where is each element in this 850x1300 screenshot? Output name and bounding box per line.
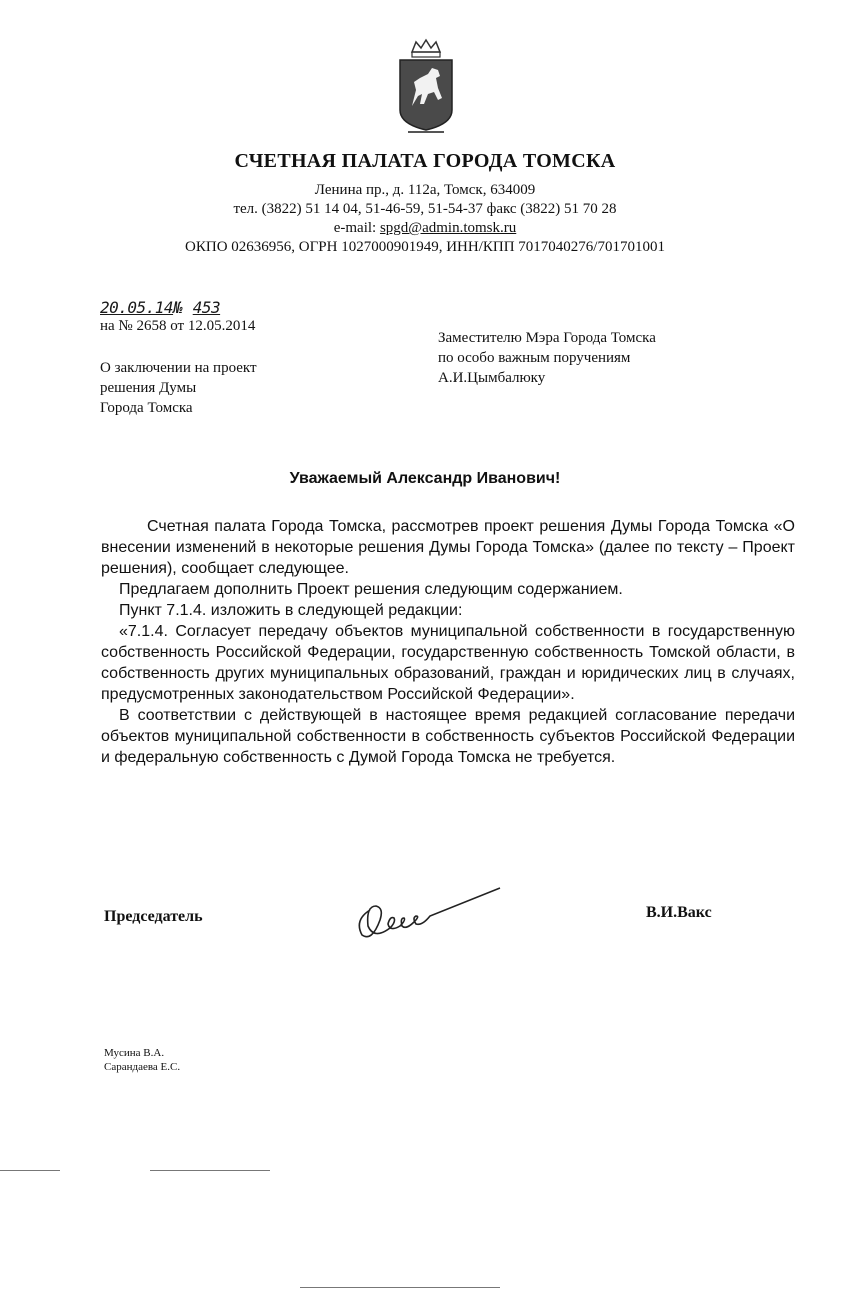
registry-line: ОКПО 02636956, ОГРН 1027000901949, ИНН/КПП 7017040276/701701001 xyxy=(185,239,665,255)
organization-name: СЧЕТНАЯ ПАЛАТА ГОРОДА ТОМСКА xyxy=(234,150,616,172)
addressee-line: по особо важным поручениям xyxy=(438,350,631,366)
email-label: e-mail: xyxy=(333,220,380,236)
subject-line: решения Думы xyxy=(100,380,197,396)
scan-divider xyxy=(300,1287,500,1288)
outgoing-date: 20.05.14 xyxy=(100,298,174,317)
reference-number: на № 2658 от 12.05.2014 xyxy=(100,318,256,334)
email-link[interactable]: spgd@admin.tomsk.ru xyxy=(379,220,517,236)
executors-block xyxy=(104,1046,180,1074)
outgoing-number xyxy=(100,298,220,317)
body-paragraph: В соответствии с действующей в настоящее время редакцией согласование передачи объектов муниципальной собственности в собственность субъектов Российской Федерации и федеральную собственность с Думой Города Томска не требуется. xyxy=(101,707,795,766)
email-line xyxy=(0,220,850,237)
scan-divider xyxy=(0,1170,60,1171)
handwritten-signature xyxy=(350,880,510,950)
subject-block xyxy=(100,358,320,418)
subject-line: О заключении на проект xyxy=(100,360,257,376)
letter-body xyxy=(101,516,795,768)
addressee-line: А.И.Цымбалюку xyxy=(438,370,546,386)
scan-divider xyxy=(150,1170,270,1171)
outgoing-number-value: 453 xyxy=(192,298,221,317)
addressee-block xyxy=(438,328,738,388)
executor-line: Сарандаева Е.С. xyxy=(104,1061,181,1073)
body-paragraph: Счетная палата Города Томска, рассмотрев проект решения Думы Города Томска «О внесении изменений в некоторые решения Думы Города Томска» (далее по тексту – Проект решения), сообщает следующее. xyxy=(101,518,795,577)
signatory-name: В.И.Вакс xyxy=(646,904,712,921)
signatory-title: Председатель xyxy=(104,908,203,925)
phone-line: тел. (3822) 51 14 04, 51-46-59, 51-54-37 факс (3822) 51 70 28 xyxy=(233,201,617,217)
number-sign: № xyxy=(173,298,183,317)
executor-line: Мусина В.А. xyxy=(104,1047,165,1059)
body-paragraph: «7.1.4. Согласует передачу объектов муниципальной собственности в государственную собственность Российской Федерации, государственную собственность Томской области, в собственность других муниципальных образований, граждан и юридических лиц в случаях, предусмотренных законодательством Российской Федерации». xyxy=(101,623,795,703)
body-paragraph: Пункт 7.1.4. изложить в следующей редакции: xyxy=(119,602,463,619)
subject-line: Города Томска xyxy=(100,400,193,416)
greeting: Уважаемый Александр Иванович! xyxy=(289,470,561,487)
addressee-line: Заместителю Мэра Города Томска xyxy=(438,330,656,346)
body-paragraph: Предлагаем дополнить Проект решения следующим содержанием. xyxy=(119,581,623,598)
address-line: Ленина пр., д. 112а, Томск, 634009 xyxy=(314,182,536,198)
tomsk-coat-of-arms-icon xyxy=(394,38,458,138)
